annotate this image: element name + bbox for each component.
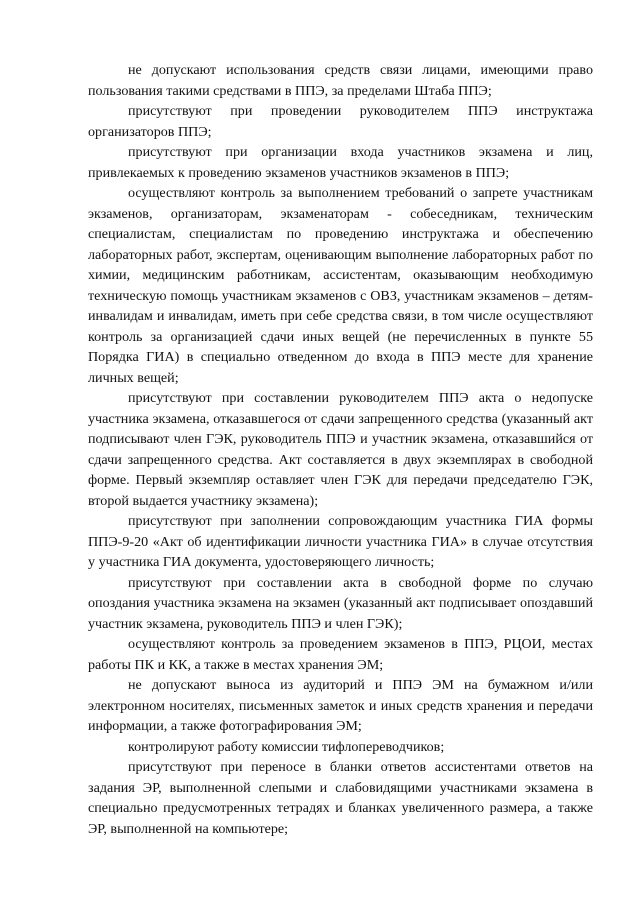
paragraph-6: присутствуют при заполнении сопровождающим участника ГИА формы ППЭ-9-20 «Акт об идентификации личности участника ГИА» в случае отсутствия у участника ГИА документа, удостоверяющего личность; — [88, 513, 593, 570]
paragraph-1: не допускают использования средств связи лицами, имеющими право пользования такими средствами в ППЭ, за пределами Штаба ППЭ; — [88, 62, 593, 99]
document-body — [88, 60, 593, 839]
paragraph-11: присутствуют при переносе в бланки ответов ассистентами ответов на задания ЭР, выполненной слепыми и слабовидящими участниками экзамена в специально предусмотренных тетрадях и бланках увеличенного размера, а также ЭР, выполненной на компьютере; — [88, 759, 593, 837]
paragraph-3: присутствуют при организации входа участников экзамена и лиц, привлекаемых к проведению экзаменов участников экзаменов в ППЭ; — [88, 144, 593, 181]
paragraph-4: осуществляют контроль за выполнением требований о запрете участникам экзаменов, организаторам, экзаменаторам - собеседникам, техническим специалистам, специалистам по проведению инструктажа и обеспечению лабораторных работ, экспертам, оценивающим выполнение лабораторных работ по химии, медицинским работникам, ассистентам, оказывающим необходимую техническую помощь участникам экзаменов с ОВЗ, участникам экзаменов – детям-инвалидам и инвалидам, иметь при себе средства связи, в том числе осуществляют контроль за организацией сдачи иных вещей (не перечисленных в пункте 55 Порядка ГИА) в специально отведенном до входа в ППЭ месте для хранение личных вещей; — [88, 185, 593, 386]
paragraph-5: присутствуют при составлении руководителем ППЭ акта о недопуске участника экзамена, отказавшегося от сдачи запрещенного средства (указанный акт подписывают член ГЭК, руководитель ППЭ и участник экзамена, отказавшийся от сдачи запрещенного средства. Акт составляется в двух экземплярах в свободной форме. Первый экземпляр оставляет член ГЭК для передачи председателю ГЭК, второй выдается участнику экзамена); — [88, 390, 593, 509]
paragraph-9: не допускают выноса из аудиторий и ППЭ ЭМ на бумажном и/или электронном носителях, письменных заметок и иных средств хранения и передачи информации, а также фотографирования ЭМ; — [88, 677, 593, 734]
paragraph-8: осуществляют контроль за проведением экзаменов в ППЭ, РЦОИ, местах работы ПК и КК, а также в местах хранения ЭМ; — [88, 636, 593, 673]
paragraph-7: присутствуют при составлении акта в свободной форме по случаю опоздания участника экзамена на экзамен (указанный акт подписывает опоздавший участник экзамена, руководитель ППЭ и член ГЭК); — [88, 574, 593, 632]
paragraph-2: присутствуют при проведении руководителем ППЭ инструктажа организаторов ППЭ; — [88, 103, 593, 140]
paragraph-10: контролируют работу комиссии тифлопереводчиков; — [128, 738, 445, 755]
